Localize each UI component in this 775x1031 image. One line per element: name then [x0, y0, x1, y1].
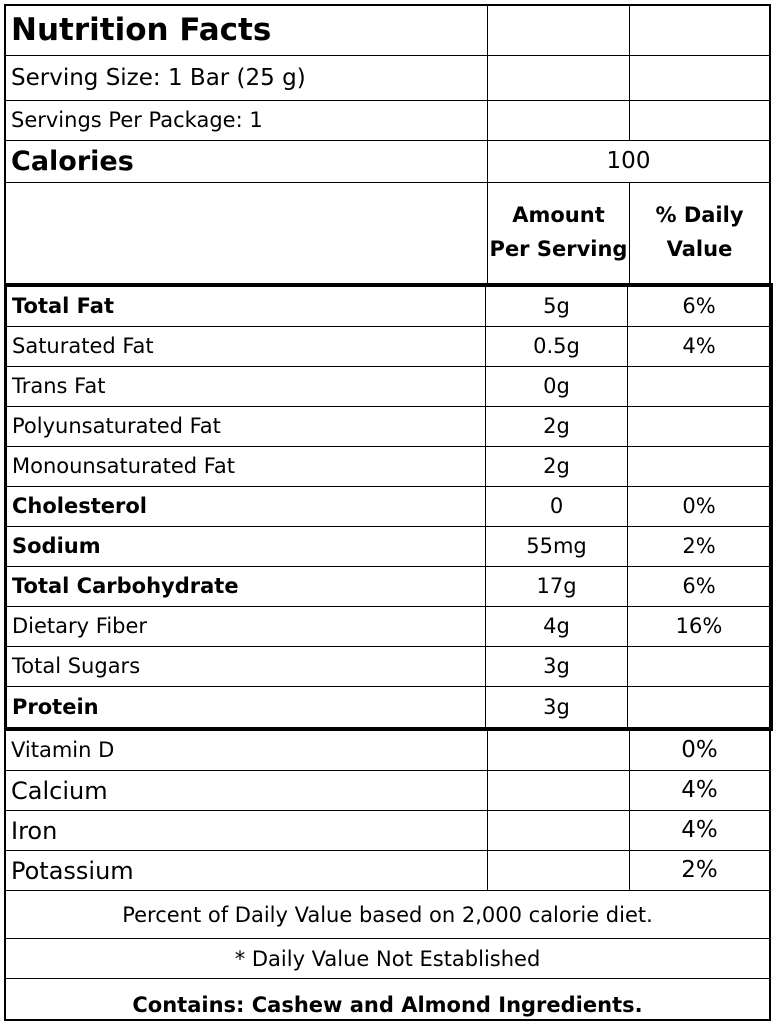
nutrient-table [4, 283, 773, 731]
nutrient-daily-value: 6% [628, 567, 770, 607]
calories-label: Calories [6, 141, 488, 183]
amount-header-line2: Per Serving [489, 237, 628, 261]
nutrient-daily-value [628, 407, 770, 447]
vitamin-amount [488, 731, 630, 771]
nutrient-daily-value: 6% [628, 287, 770, 327]
amount-header-line1: Amount [512, 203, 605, 228]
vitamin-name: Iron [6, 811, 488, 851]
serving-size: Serving Size: 1 Bar (25 g) [6, 56, 488, 101]
vitamin-amount [488, 851, 630, 891]
nutrient-daily-value: 0% [628, 487, 770, 527]
nutrient-grid [7, 287, 770, 727]
nutrient-amount: 55mg [486, 527, 628, 567]
nutrient-amount: 0.5g [486, 327, 628, 367]
nutrient-amount: 3g [486, 687, 628, 727]
nutrient-amount: 2g [486, 407, 628, 447]
nutrient-name: Monounsaturated Fat [7, 447, 486, 487]
nutrient-amount: 0 [486, 487, 628, 527]
vitamin-daily-value: 0% [630, 731, 769, 771]
empty-cell [630, 56, 769, 101]
not-established-note: * Daily Value Not Established [6, 939, 769, 979]
calories-value: 100 [488, 141, 769, 183]
vitamin-mineral-table [6, 731, 769, 891]
vitamin-daily-value: 4% [630, 771, 769, 811]
nutrient-name: Cholesterol [7, 487, 486, 527]
nutrient-name: Dietary Fiber [7, 607, 486, 647]
empty-cell [488, 101, 630, 141]
empty-cell [488, 6, 630, 56]
nutrient-amount: 5g [486, 287, 628, 327]
nutrient-name: Sodium [7, 527, 486, 567]
dv-header-line1: % Daily [655, 203, 744, 228]
nutrient-amount: 17g [486, 567, 628, 607]
daily-value-note: Percent of Daily Value based on 2,000 calorie diet. [6, 891, 769, 939]
vitamin-daily-value: 4% [630, 811, 769, 851]
vitamin-amount [488, 811, 630, 851]
nutrient-amount: 4g [486, 607, 628, 647]
vitamin-name: Vitamin D [6, 731, 488, 771]
nutrient-name: Trans Fat [7, 367, 486, 407]
servings-per-package: Servings Per Package: 1 [6, 101, 488, 141]
label-header [6, 6, 769, 283]
nutrient-daily-value [628, 647, 770, 687]
nutrient-daily-value [628, 367, 770, 407]
vitamin-amount [488, 771, 630, 811]
vitamin-daily-value: 2% [630, 851, 769, 891]
nutrient-amount: 2g [486, 447, 628, 487]
nutrient-name: Protein [7, 687, 486, 727]
allergen-statement: Contains: Cashew and Almond Ingredients. [132, 993, 643, 1017]
nutrient-daily-value: 4% [628, 327, 770, 367]
nutrition-facts-label [4, 4, 771, 1021]
nutrient-amount: 0g [486, 367, 628, 407]
nutrient-name: Total Fat [7, 287, 486, 327]
dv-header-line2: Value [666, 237, 733, 261]
nutrient-name: Total Carbohydrate [7, 567, 486, 607]
nutrient-daily-value: 2% [628, 527, 770, 567]
label-title: Nutrition Facts [6, 6, 488, 56]
vitamin-name: Calcium [6, 771, 488, 811]
empty-cell [6, 183, 488, 283]
nutrient-daily-value [628, 447, 770, 487]
vitamin-name: Potassium [6, 851, 488, 891]
nutrient-daily-value [628, 687, 770, 727]
nutrient-daily-value: 16% [628, 607, 770, 647]
daily-value-header [630, 183, 769, 283]
empty-cell [630, 101, 769, 141]
empty-cell [630, 6, 769, 56]
nutrient-name: Saturated Fat [7, 327, 486, 367]
amount-per-serving-header [488, 183, 630, 283]
nutrient-name: Polyunsaturated Fat [7, 407, 486, 447]
nutrient-name: Total Sugars [7, 647, 486, 687]
empty-cell [488, 56, 630, 101]
nutrient-amount: 3g [486, 647, 628, 687]
